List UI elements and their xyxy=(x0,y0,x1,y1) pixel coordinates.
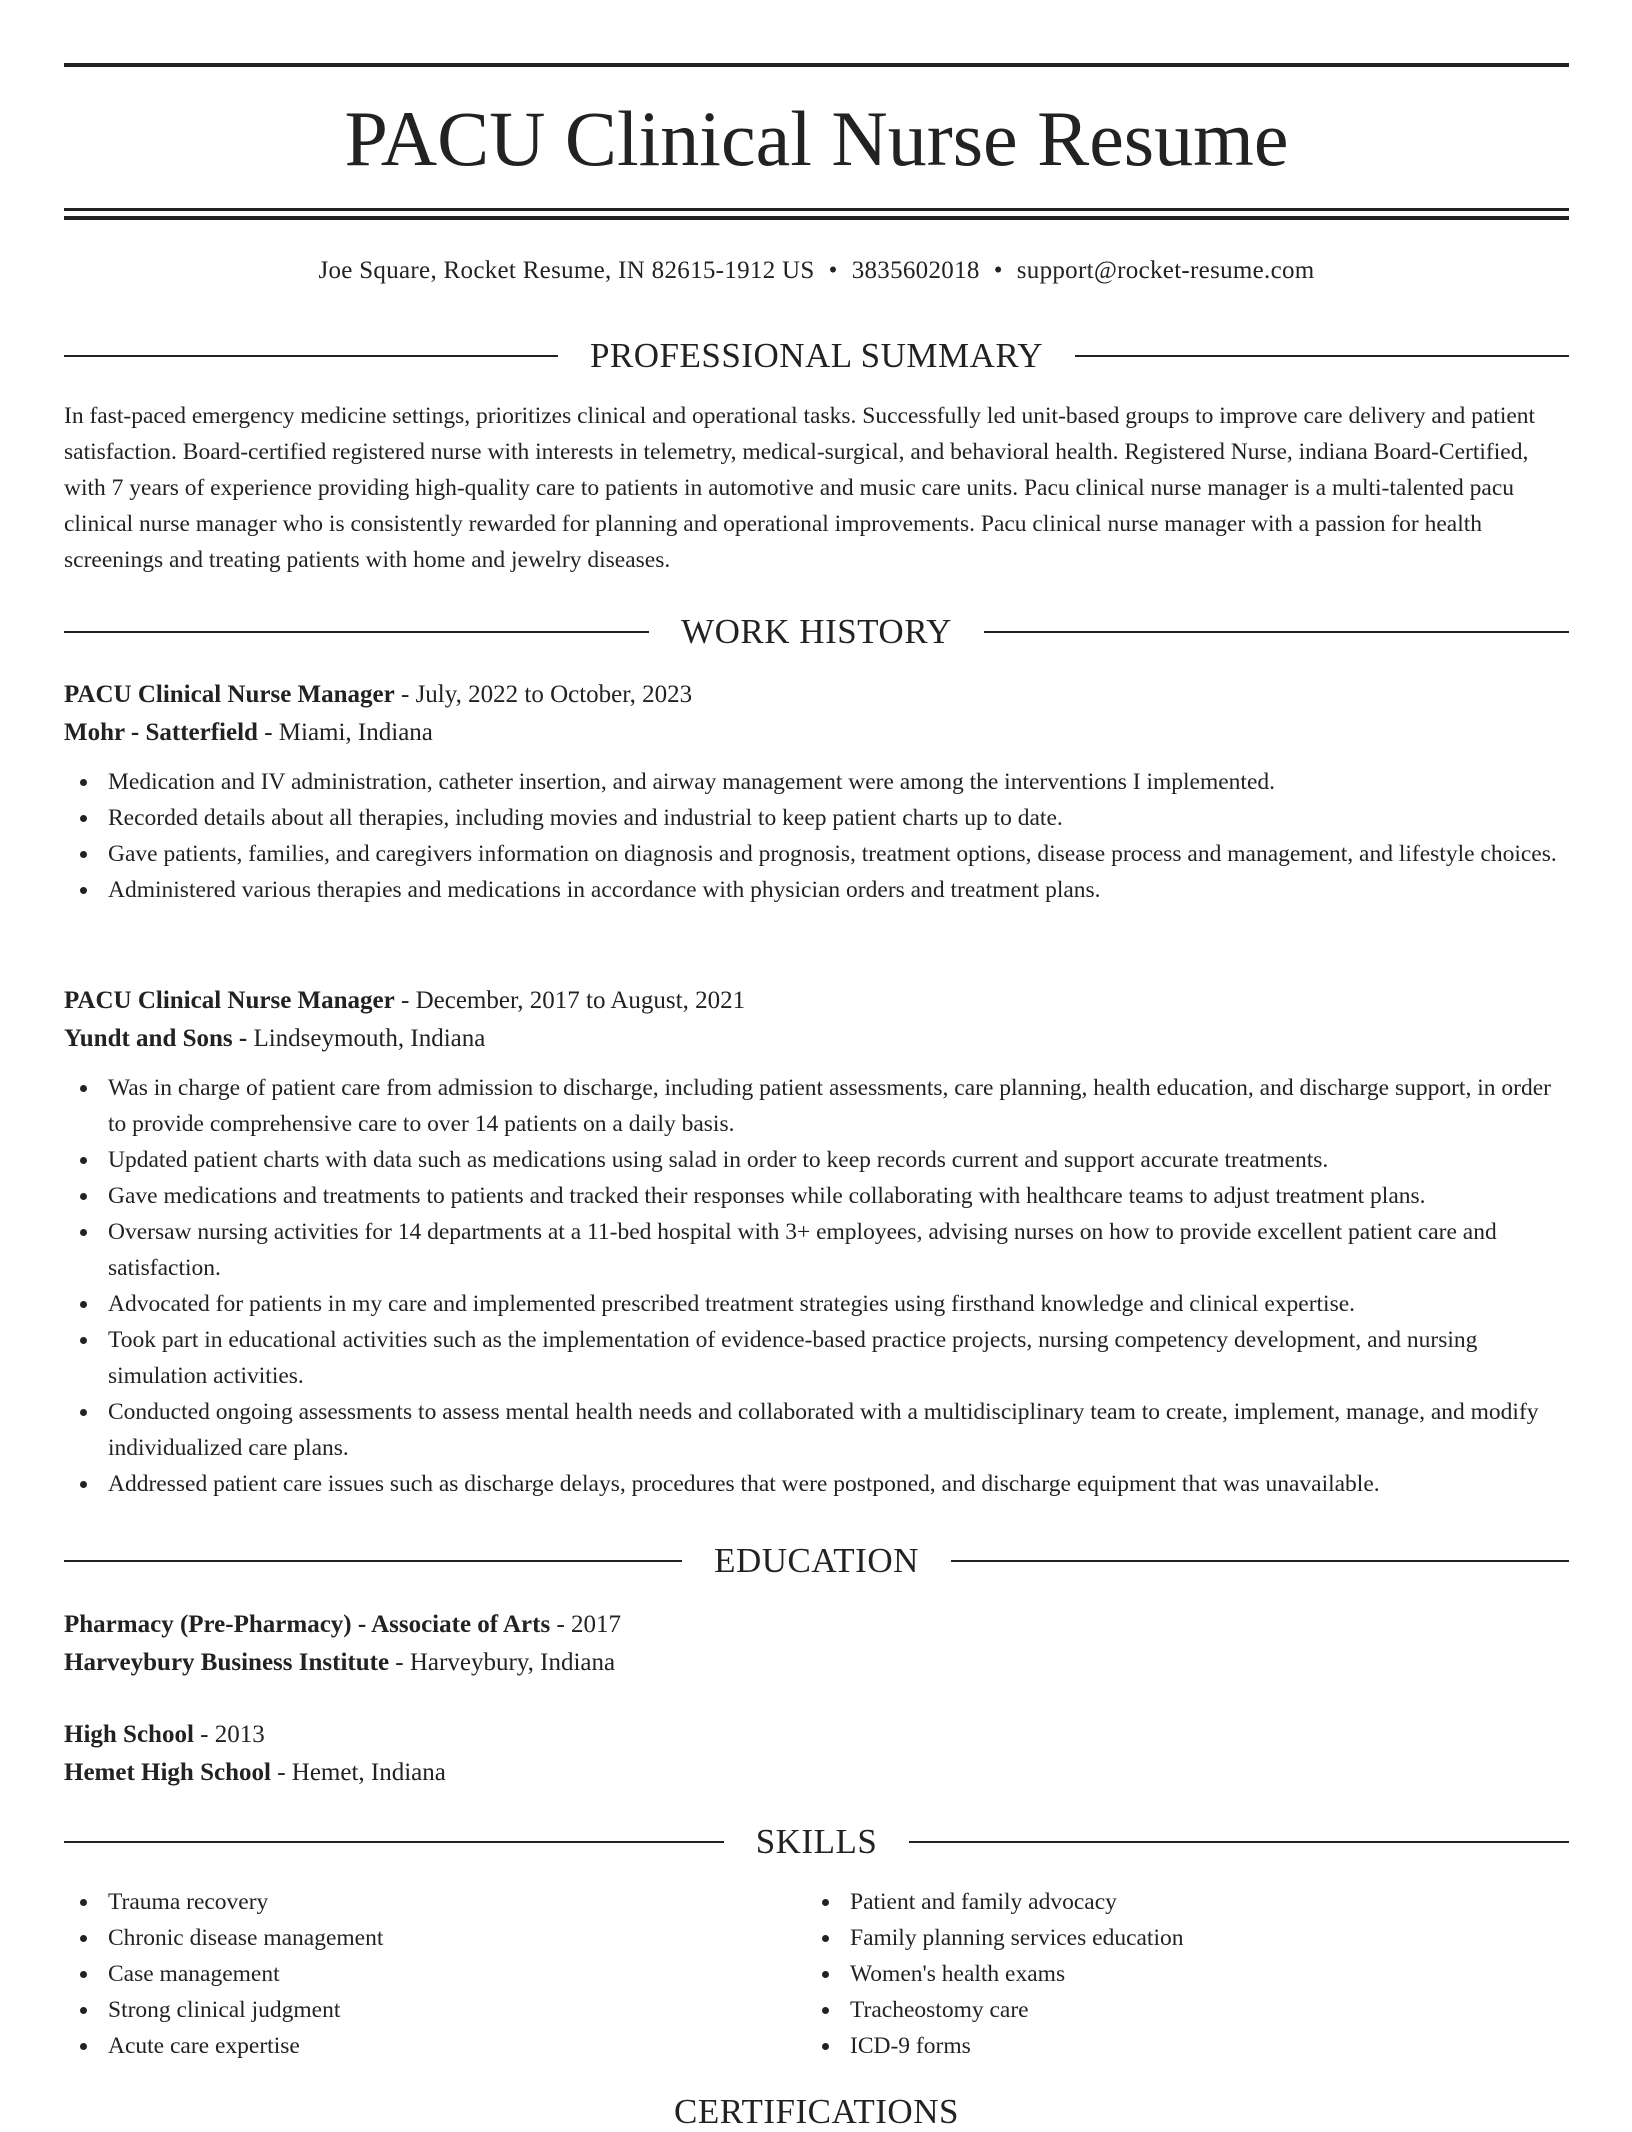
job-employer: Mohr - Satterfield xyxy=(64,719,258,746)
section-heading-skills xyxy=(64,1822,1569,1862)
heading-rule-right xyxy=(909,1841,1569,1843)
education-entry-1 xyxy=(64,1606,1569,1682)
education-degree: High School xyxy=(64,1721,194,1748)
skill-item: ICD-9 forms xyxy=(850,2028,1548,2064)
job-title-line xyxy=(64,982,1569,1020)
job-employer: Yundt and Sons - xyxy=(64,1025,254,1052)
job-bullet: Gave medications and treatments to patients and tracked their responses while collaborating with healthcare teams to adjust treatment plans. xyxy=(108,1178,1569,1214)
education-degree-line xyxy=(64,1606,1569,1644)
section-heading-summary xyxy=(64,336,1569,376)
job-employer-line xyxy=(64,714,1569,752)
contact-separator: • xyxy=(993,257,1003,284)
education-degree-line xyxy=(64,1716,1569,1754)
education-school: Hemet High School xyxy=(64,1759,271,1786)
heading-rule-left xyxy=(64,355,558,357)
job-bullet: Addressed patient care issues such as discharge delays, procedures that were postponed, and discharge equipment that was unavailable. xyxy=(108,1466,1569,1502)
skills-list xyxy=(806,1884,1548,2064)
skill-item: Chronic disease management xyxy=(108,1920,806,1956)
heading-rule-right xyxy=(1075,355,1569,357)
job-bullet: Gave patients, families, and caregivers information on diagnosis and prognosis, treatment options, disease process and management, and lifestyle choices. xyxy=(108,836,1569,872)
education-year: - 2017 xyxy=(550,1611,622,1638)
education-school-line xyxy=(64,1644,1569,1682)
job-bullet: Was in charge of patient care from admission to discharge, including patient assessments, care planning, health education, and discharge support, in order to provide comprehensive care to over 14 patients on a daily basis. xyxy=(108,1070,1569,1142)
job-entry-1 xyxy=(64,676,1569,908)
skill-item: Family planning services education xyxy=(850,1920,1548,1956)
job-bullet-list xyxy=(64,764,1569,908)
skills-list xyxy=(64,1884,806,2064)
job-bullet-list xyxy=(64,1070,1569,1502)
resume-title: PACU Clinical Nurse Resume xyxy=(344,95,1289,182)
contact-email: support@rocket-resume.com xyxy=(1016,257,1315,284)
education-location: - Harveybury, Indiana xyxy=(389,1649,616,1676)
job-title: PACU Clinical Nurse Manager xyxy=(64,987,395,1014)
job-title: PACU Clinical Nurse Manager xyxy=(64,681,395,708)
heading-rule-left xyxy=(64,631,649,633)
education-school-line xyxy=(64,1754,1569,1792)
job-bullet: Advocated for patients in my care and implemented prescribed treatment strategies using firsthand knowledge and clinical expertise. xyxy=(108,1286,1569,1322)
job-title-line xyxy=(64,676,1569,714)
contact-phone: 3835602018 xyxy=(851,257,980,284)
section-heading-work xyxy=(64,612,1569,652)
skills-column-right xyxy=(806,1884,1548,2064)
skill-item: Case management xyxy=(108,1956,806,1992)
job-location: - Miami, Indiana xyxy=(257,719,433,746)
section-label-skills: SKILLS xyxy=(755,1822,878,1861)
skill-item: Tracheostomy care xyxy=(850,1992,1548,2028)
title-rule-upper xyxy=(64,208,1569,211)
education-entry-2 xyxy=(64,1716,1569,1792)
education-school: Harveybury Business Institute xyxy=(64,1649,390,1676)
job-employer-line xyxy=(64,1020,1569,1058)
skill-item: Trauma recovery xyxy=(108,1884,806,1920)
job-location: Lindseymouth, Indiana xyxy=(253,1025,486,1052)
job-dates: - July, 2022 to October, 2023 xyxy=(394,681,693,708)
skill-item: Women's health exams xyxy=(850,1956,1548,1992)
skills-grid xyxy=(64,1884,1569,2064)
contact-line xyxy=(64,256,1569,286)
job-bullet: Oversaw nursing activities for 14 departments at a 11-bed hospital with 3+ employees, advising nurses on how to provide excellent patient care and satisfaction. xyxy=(108,1214,1569,1286)
job-bullet: Medication and IV administration, catheter insertion, and airway management were among the interventions I implemented. xyxy=(108,764,1569,800)
job-entry-2 xyxy=(64,982,1569,1502)
education-degree: Pharmacy (Pre-Pharmacy) - Associate of Arts xyxy=(64,1611,551,1638)
job-bullet: Took part in educational activities such as the implementation of evidence-based practice projects, nursing competency development, and nursing simulation activities. xyxy=(108,1322,1569,1394)
top-rule xyxy=(64,63,1569,67)
job-bullet: Administered various therapies and medications in accordance with physician orders and treatment plans. xyxy=(108,872,1569,908)
skill-item: Patient and family advocacy xyxy=(850,1884,1548,1920)
job-bullet: Conducted ongoing assessments to assess mental health needs and collaborated with a multidisciplinary team to create, implement, manage, and modify individualized care plans. xyxy=(108,1394,1569,1466)
section-label-certifications: CERTIFICATIONS xyxy=(674,2092,959,2131)
job-bullet: Recorded details about all therapies, including movies and industrial to keep patient charts up to date. xyxy=(108,800,1569,836)
heading-rule-left xyxy=(64,1560,682,1562)
contact-separator: • xyxy=(828,257,838,284)
contact-address: Joe Square, Rocket Resume, IN 82615-1912 US xyxy=(318,257,815,284)
title-rule-lower xyxy=(64,216,1569,220)
education-location: - Hemet, Indiana xyxy=(270,1759,446,1786)
job-dates: - December, 2017 to August, 2021 xyxy=(394,987,746,1014)
heading-rule-right xyxy=(984,631,1569,633)
heading-rule-left xyxy=(64,1841,724,1843)
education-year: - 2013 xyxy=(193,1721,265,1748)
section-label-education: EDUCATION xyxy=(714,1541,919,1580)
job-bullet: Updated patient charts with data such as medications using salad in order to keep records current and support accurate treatments. xyxy=(108,1142,1569,1178)
skill-item: Strong clinical judgment xyxy=(108,1992,806,2028)
skill-item: Acute care expertise xyxy=(108,2028,806,2064)
heading-rule-right xyxy=(951,1560,1569,1562)
section-label-work: WORK HISTORY xyxy=(681,612,952,651)
skills-column-left xyxy=(64,1884,806,2064)
section-label-summary: PROFESSIONAL SUMMARY xyxy=(589,336,1044,375)
summary-text: In fast-paced emergency medicine settings, prioritizes clinical and operational tasks. Successfully led unit-based groups to improve care delivery and patient satisfaction. Board-certified registered nurse with interests in telemetry, medical-surgical, and behavioral health. Registered Nurse, indiana Board-Certified, with 7 years of experience providing high-quality care to patients in automotive and music care units. Pacu clinical nurse manager is a multi-talented pacu clinical nurse manager who is consistently rewarded for planning and operational improvements. Pacu clinical nurse manager with a passion for health screenings and treating patients with home and jewelry diseases. xyxy=(64,403,1536,573)
section-heading-education xyxy=(64,1541,1569,1581)
